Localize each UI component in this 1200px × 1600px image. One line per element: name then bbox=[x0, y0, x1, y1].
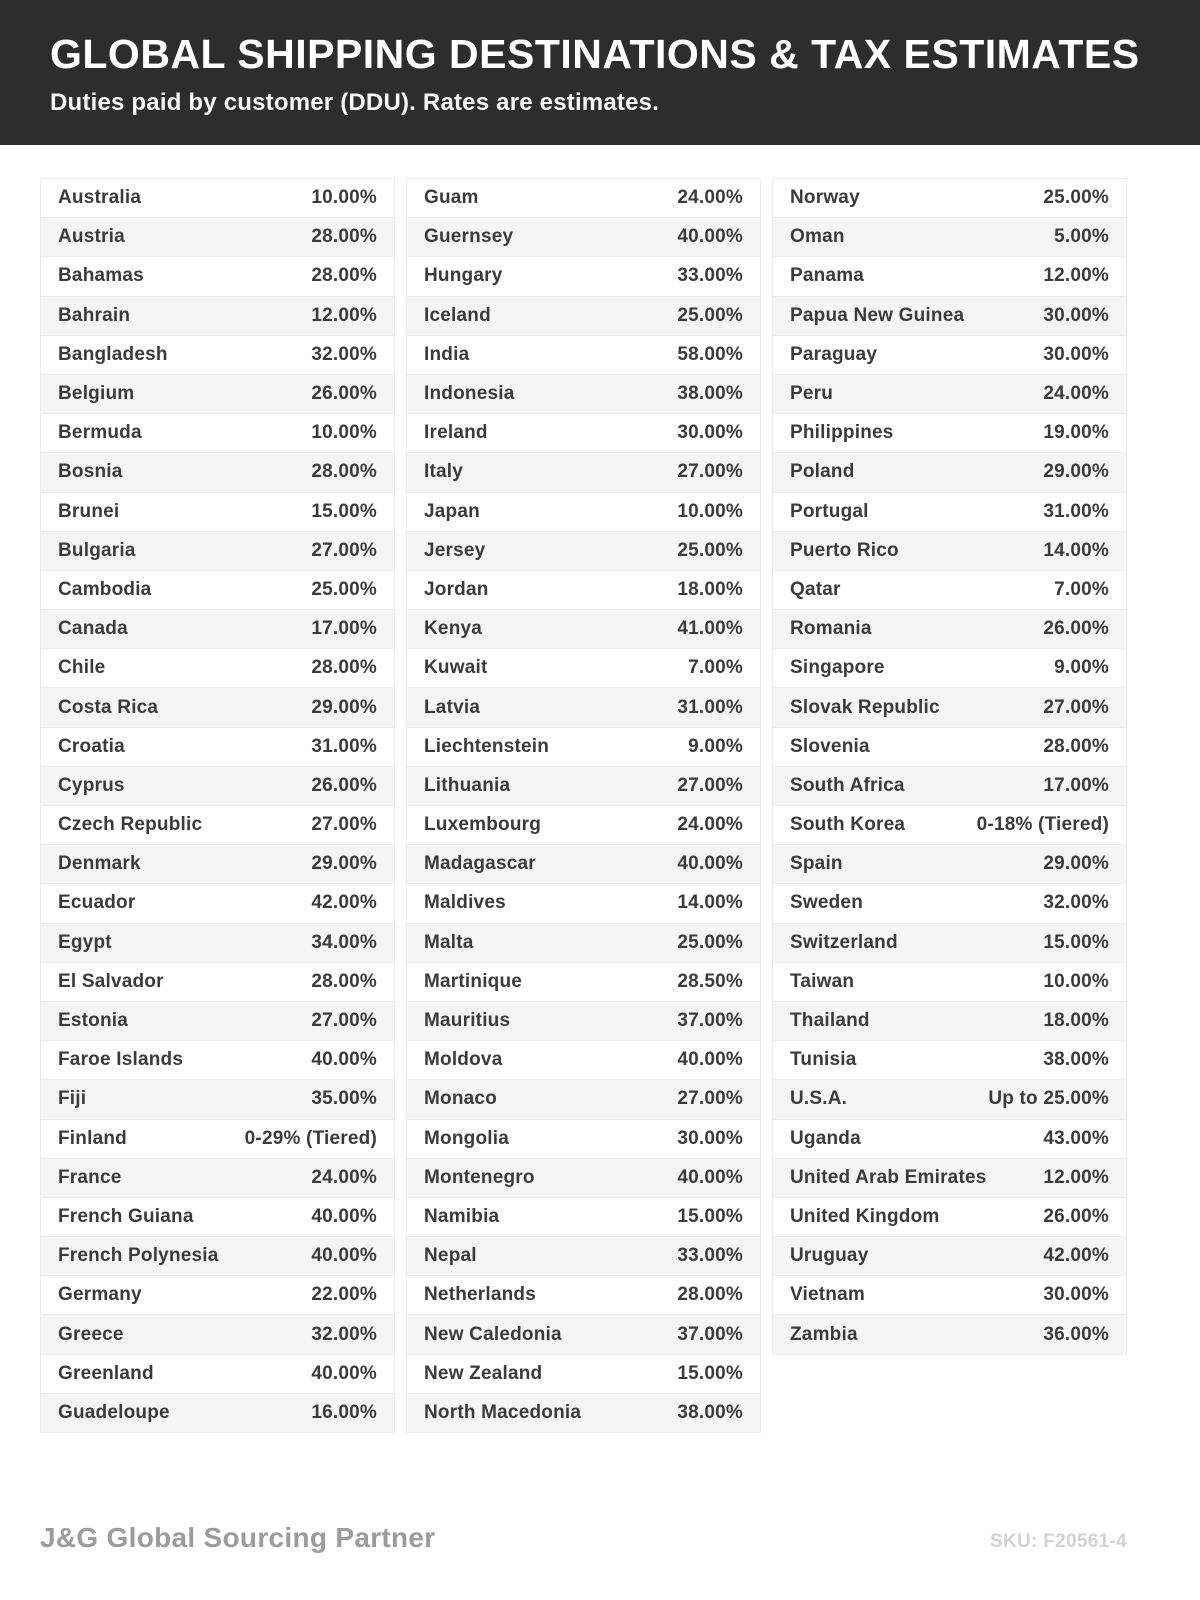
table-row bbox=[773, 1120, 1126, 1159]
tax-rate: 41.00% bbox=[677, 618, 743, 640]
tax-rate: 14.00% bbox=[677, 892, 743, 914]
table-row bbox=[407, 884, 760, 923]
table-row bbox=[773, 1198, 1126, 1237]
table-row bbox=[407, 1315, 760, 1354]
country-name: Belgium bbox=[58, 383, 135, 405]
table-row bbox=[407, 218, 760, 257]
country-name: Cyprus bbox=[58, 774, 125, 796]
table-row bbox=[41, 375, 394, 414]
tax-rate: 32.00% bbox=[1043, 892, 1109, 914]
country-name: Vietnam bbox=[790, 1284, 865, 1306]
country-name: Faroe Islands bbox=[58, 1049, 184, 1071]
table-row bbox=[407, 1355, 760, 1394]
table-row bbox=[41, 336, 394, 375]
table-row bbox=[41, 806, 394, 845]
country-name: Bangladesh bbox=[58, 343, 168, 365]
country-name: New Zealand bbox=[424, 1362, 543, 1384]
table-row bbox=[41, 218, 394, 257]
tax-rate: 25.00% bbox=[311, 578, 377, 600]
country-name: Czech Republic bbox=[58, 814, 203, 836]
tax-rate: 0-18% (Tiered) bbox=[976, 814, 1109, 836]
tax-rate: 10.00% bbox=[311, 187, 377, 209]
table-row bbox=[41, 1002, 394, 1041]
country-name: Oman bbox=[790, 226, 845, 248]
country-name: Kenya bbox=[424, 618, 483, 640]
table-row bbox=[773, 610, 1126, 649]
tax-rate: 27.00% bbox=[311, 1010, 377, 1032]
country-name: Greenland bbox=[58, 1362, 154, 1384]
tax-rate: 16.00% bbox=[311, 1401, 377, 1423]
country-name: Kuwait bbox=[424, 657, 488, 679]
tax-rate: 36.00% bbox=[1043, 1323, 1109, 1345]
country-name: Fiji bbox=[58, 1088, 87, 1110]
country-name: Finland bbox=[58, 1127, 127, 1149]
table-row bbox=[41, 1159, 394, 1198]
table-row bbox=[407, 375, 760, 414]
tax-rate: 38.00% bbox=[677, 383, 743, 405]
country-name: Australia bbox=[58, 187, 142, 209]
table-row bbox=[407, 493, 760, 532]
tax-rate: 33.00% bbox=[677, 265, 743, 287]
page-header bbox=[0, 0, 1200, 145]
tax-rate: 5.00% bbox=[1054, 226, 1109, 248]
table-row bbox=[41, 493, 394, 532]
country-name: Spain bbox=[790, 853, 843, 875]
country-name: Poland bbox=[790, 461, 855, 483]
country-name: Thailand bbox=[790, 1010, 870, 1032]
table-row bbox=[407, 610, 760, 649]
tax-rate: 29.00% bbox=[1043, 461, 1109, 483]
country-name: Slovak Republic bbox=[790, 696, 940, 718]
tax-rate: 31.00% bbox=[1043, 500, 1109, 522]
tax-rate: 28.00% bbox=[311, 265, 377, 287]
tax-rate: 18.00% bbox=[1043, 1010, 1109, 1032]
table-row bbox=[407, 179, 760, 218]
tax-rate: 27.00% bbox=[677, 1088, 743, 1110]
table-row bbox=[41, 1041, 394, 1080]
tax-rate: 43.00% bbox=[1043, 1127, 1109, 1149]
table-row bbox=[407, 728, 760, 767]
tax-rate: 0-29% (Tiered) bbox=[244, 1127, 377, 1149]
country-name: Austria bbox=[58, 226, 125, 248]
country-name: Madagascar bbox=[424, 853, 536, 875]
tax-rate: 40.00% bbox=[311, 1205, 377, 1227]
table-row bbox=[407, 1041, 760, 1080]
table-row bbox=[773, 1080, 1126, 1119]
table-row bbox=[41, 453, 394, 492]
table-row bbox=[407, 1237, 760, 1276]
country-name: Lithuania bbox=[424, 774, 511, 796]
tax-rate: 40.00% bbox=[311, 1245, 377, 1267]
country-name: Japan bbox=[424, 500, 480, 522]
table-row bbox=[773, 375, 1126, 414]
tax-rate: 25.00% bbox=[677, 931, 743, 953]
rate-column-2 bbox=[406, 178, 761, 1433]
country-name: Mauritius bbox=[424, 1010, 511, 1032]
tax-rate: 40.00% bbox=[311, 1049, 377, 1071]
country-name: New Caledonia bbox=[424, 1323, 562, 1345]
tax-rate: 24.00% bbox=[677, 814, 743, 836]
tax-rate: Up to 25.00% bbox=[988, 1088, 1109, 1110]
country-name: Qatar bbox=[790, 578, 841, 600]
table-row bbox=[773, 649, 1126, 688]
country-name: South Korea bbox=[790, 814, 906, 836]
tax-rate: 14.00% bbox=[1043, 539, 1109, 561]
table-row bbox=[773, 767, 1126, 806]
country-name: Guernsey bbox=[424, 226, 514, 248]
tax-rate: 7.00% bbox=[1054, 578, 1109, 600]
country-name: Malta bbox=[424, 931, 474, 953]
country-name: Taiwan bbox=[790, 970, 855, 992]
country-name: Monaco bbox=[424, 1088, 497, 1110]
table-row bbox=[41, 297, 394, 336]
tax-rate: 30.00% bbox=[1043, 1284, 1109, 1306]
tax-rate: 25.00% bbox=[677, 304, 743, 326]
tax-rate: 58.00% bbox=[677, 343, 743, 365]
tax-rate: 7.00% bbox=[688, 657, 743, 679]
tax-rate: 10.00% bbox=[311, 422, 377, 444]
table-row bbox=[407, 257, 760, 296]
table-row bbox=[773, 845, 1126, 884]
tax-rate: 18.00% bbox=[677, 578, 743, 600]
tax-rate: 9.00% bbox=[1054, 657, 1109, 679]
tax-rate: 42.00% bbox=[311, 892, 377, 914]
table-row bbox=[773, 1002, 1126, 1041]
country-name: France bbox=[58, 1166, 122, 1188]
page-subtitle: Duties paid by customer (DDU). Rates are estimates. bbox=[50, 89, 660, 117]
table-row bbox=[407, 1002, 760, 1041]
table-row bbox=[773, 688, 1126, 727]
footer-brand: J&G Global Sourcing Partner bbox=[40, 1522, 436, 1553]
tax-rate: 38.00% bbox=[677, 1401, 743, 1423]
tax-rate: 15.00% bbox=[1043, 931, 1109, 953]
country-name: Papua New Guinea bbox=[790, 304, 965, 326]
tax-rate: 24.00% bbox=[1043, 383, 1109, 405]
tax-rate: 30.00% bbox=[1043, 304, 1109, 326]
table-row bbox=[41, 1080, 394, 1119]
country-name: Cambodia bbox=[58, 578, 152, 600]
tax-rate: 27.00% bbox=[311, 539, 377, 561]
tax-rate: 35.00% bbox=[311, 1088, 377, 1110]
table-row bbox=[407, 336, 760, 375]
table-row bbox=[41, 414, 394, 453]
tax-rate: 24.00% bbox=[677, 187, 743, 209]
country-name: Uganda bbox=[790, 1127, 861, 1149]
country-name: Bahrain bbox=[58, 304, 131, 326]
table-row bbox=[773, 414, 1126, 453]
country-name: Croatia bbox=[58, 735, 125, 757]
table-row bbox=[41, 1394, 394, 1433]
table-row bbox=[407, 453, 760, 492]
country-name: Indonesia bbox=[424, 383, 515, 405]
country-name: United Kingdom bbox=[790, 1205, 940, 1227]
tax-rate: 29.00% bbox=[311, 696, 377, 718]
table-row bbox=[41, 1237, 394, 1276]
country-name: Mongolia bbox=[424, 1127, 509, 1149]
table-row bbox=[407, 963, 760, 1002]
country-name: Sweden bbox=[790, 892, 863, 914]
tax-rate: 37.00% bbox=[677, 1323, 743, 1345]
country-name: Romania bbox=[790, 618, 872, 640]
tax-rate: 40.00% bbox=[677, 1166, 743, 1188]
table-row bbox=[773, 179, 1126, 218]
country-name: Netherlands bbox=[424, 1284, 537, 1306]
country-name: Ecuador bbox=[58, 892, 136, 914]
country-name: Zambia bbox=[790, 1323, 858, 1345]
table-row bbox=[41, 1355, 394, 1394]
country-name: United Arab Emirates bbox=[790, 1166, 987, 1188]
country-name: Bosnia bbox=[58, 461, 123, 483]
tax-rate: 38.00% bbox=[1043, 1049, 1109, 1071]
tax-rate: 27.00% bbox=[677, 461, 743, 483]
page-footer bbox=[40, 1522, 1127, 1554]
tax-rate: 40.00% bbox=[677, 853, 743, 875]
country-name: Nepal bbox=[424, 1245, 477, 1267]
tax-rate: 40.00% bbox=[677, 226, 743, 248]
table-row bbox=[407, 1198, 760, 1237]
country-name: Panama bbox=[790, 265, 865, 287]
country-name: Jersey bbox=[424, 539, 486, 561]
tax-rate: 28.00% bbox=[311, 970, 377, 992]
tax-rate: 12.00% bbox=[311, 304, 377, 326]
table-row bbox=[773, 806, 1126, 845]
tax-rate: 28.00% bbox=[311, 657, 377, 679]
country-name: Namibia bbox=[424, 1205, 500, 1227]
country-name: Ireland bbox=[424, 422, 488, 444]
tax-rate: 31.00% bbox=[677, 696, 743, 718]
country-name: Hungary bbox=[424, 265, 503, 287]
table-row bbox=[773, 1159, 1126, 1198]
table-row bbox=[407, 571, 760, 610]
country-name: Italy bbox=[424, 461, 464, 483]
table-row bbox=[407, 649, 760, 688]
page-title: GLOBAL SHIPPING DESTINATIONS & TAX ESTIMATES bbox=[50, 31, 1140, 77]
table-row bbox=[407, 1120, 760, 1159]
country-name: India bbox=[424, 343, 470, 365]
tax-rate: 28.00% bbox=[311, 461, 377, 483]
country-name: Chile bbox=[58, 657, 106, 679]
table-row bbox=[41, 571, 394, 610]
tax-rate: 15.00% bbox=[677, 1205, 743, 1227]
tax-rate: 27.00% bbox=[311, 814, 377, 836]
table-row bbox=[41, 728, 394, 767]
tax-rate: 33.00% bbox=[677, 1245, 743, 1267]
country-name: El Salvador bbox=[58, 970, 164, 992]
country-name: Singapore bbox=[790, 657, 885, 679]
tax-rate: 15.00% bbox=[677, 1362, 743, 1384]
table-row bbox=[773, 336, 1126, 375]
country-name: French Guiana bbox=[58, 1205, 194, 1227]
table-row bbox=[41, 257, 394, 296]
footer-sku: SKU: F20561-4 bbox=[990, 1531, 1127, 1552]
tax-rate: 19.00% bbox=[1043, 422, 1109, 444]
tax-rate: 10.00% bbox=[677, 500, 743, 522]
tax-rate: 28.00% bbox=[1043, 735, 1109, 757]
country-name: South Africa bbox=[790, 774, 905, 796]
table-row bbox=[773, 1041, 1126, 1080]
country-name: Switzerland bbox=[790, 931, 898, 953]
country-name: Latvia bbox=[424, 696, 481, 718]
tax-rate: 28.00% bbox=[677, 1284, 743, 1306]
table-row bbox=[773, 1237, 1126, 1276]
table-row bbox=[773, 884, 1126, 923]
country-name: Bermuda bbox=[58, 422, 142, 444]
tax-rate: 12.00% bbox=[1043, 1166, 1109, 1188]
country-name: Philippines bbox=[790, 422, 894, 444]
tax-rate: 31.00% bbox=[311, 735, 377, 757]
country-name: French Polynesia bbox=[58, 1245, 219, 1267]
tax-rate: 29.00% bbox=[1043, 853, 1109, 875]
tax-rate: 27.00% bbox=[677, 774, 743, 796]
country-name: Slovenia bbox=[790, 735, 870, 757]
tax-rate: 10.00% bbox=[1043, 970, 1109, 992]
country-name: Costa Rica bbox=[58, 696, 159, 718]
tax-rate: 28.50% bbox=[677, 970, 743, 992]
table-row bbox=[41, 924, 394, 963]
rate-column-1 bbox=[40, 178, 395, 1433]
table-row bbox=[773, 571, 1126, 610]
table-row bbox=[773, 924, 1126, 963]
country-name: Estonia bbox=[58, 1010, 129, 1032]
table-row bbox=[41, 1315, 394, 1354]
tax-rate: 29.00% bbox=[311, 853, 377, 875]
table-row bbox=[41, 884, 394, 923]
tax-rate: 26.00% bbox=[311, 383, 377, 405]
table-row bbox=[41, 610, 394, 649]
tax-rate: 26.00% bbox=[311, 774, 377, 796]
country-name: Moldova bbox=[424, 1049, 503, 1071]
table-row bbox=[41, 1120, 394, 1159]
table-row bbox=[41, 688, 394, 727]
table-row bbox=[773, 493, 1126, 532]
table-row bbox=[41, 845, 394, 884]
tax-rate: 26.00% bbox=[1043, 1205, 1109, 1227]
table-row bbox=[41, 1198, 394, 1237]
tax-rate: 32.00% bbox=[311, 343, 377, 365]
country-name: Uruguay bbox=[790, 1245, 869, 1267]
country-name: Luxembourg bbox=[424, 814, 542, 836]
tax-rate: 22.00% bbox=[311, 1284, 377, 1306]
table-row bbox=[41, 767, 394, 806]
table-row bbox=[407, 1394, 760, 1433]
table-row bbox=[407, 1276, 760, 1315]
country-name: Portugal bbox=[790, 500, 869, 522]
table-row bbox=[407, 924, 760, 963]
country-name: Iceland bbox=[424, 304, 491, 326]
country-name: Tunisia bbox=[790, 1049, 857, 1071]
table-row bbox=[773, 963, 1126, 1002]
table-row bbox=[773, 1315, 1126, 1354]
country-name: Jordan bbox=[424, 578, 489, 600]
country-name: Greece bbox=[58, 1323, 124, 1345]
table-row bbox=[773, 218, 1126, 257]
country-name: Guadeloupe bbox=[58, 1401, 170, 1423]
tax-rate: 9.00% bbox=[688, 735, 743, 757]
table-row bbox=[407, 806, 760, 845]
tax-rate: 30.00% bbox=[677, 422, 743, 444]
tax-rate: 32.00% bbox=[311, 1323, 377, 1345]
country-name: Peru bbox=[790, 383, 834, 405]
tax-rate: 42.00% bbox=[1043, 1245, 1109, 1267]
tax-rate: 37.00% bbox=[677, 1010, 743, 1032]
country-name: Guam bbox=[424, 187, 479, 209]
rates-table bbox=[40, 178, 1127, 1433]
tax-rate: 27.00% bbox=[1043, 696, 1109, 718]
table-row bbox=[773, 728, 1126, 767]
table-row bbox=[41, 179, 394, 218]
tax-rate: 24.00% bbox=[311, 1166, 377, 1188]
table-row bbox=[407, 297, 760, 336]
country-name: Bahamas bbox=[58, 265, 144, 287]
table-row bbox=[41, 963, 394, 1002]
table-row bbox=[41, 1276, 394, 1315]
table-row bbox=[407, 532, 760, 571]
tax-rate: 25.00% bbox=[1043, 187, 1109, 209]
country-name: Brunei bbox=[58, 500, 120, 522]
tax-rate: 25.00% bbox=[677, 539, 743, 561]
country-name: Maldives bbox=[424, 892, 506, 914]
rate-column-3 bbox=[772, 178, 1127, 1355]
country-name: Egypt bbox=[58, 931, 112, 953]
tax-rate: 26.00% bbox=[1043, 618, 1109, 640]
country-name: U.S.A. bbox=[790, 1088, 848, 1110]
tax-rate: 17.00% bbox=[1043, 774, 1109, 796]
table-row bbox=[407, 688, 760, 727]
table-row bbox=[407, 1080, 760, 1119]
tax-rate: 34.00% bbox=[311, 931, 377, 953]
table-row bbox=[407, 1159, 760, 1198]
table-row bbox=[773, 1276, 1126, 1315]
country-name: Denmark bbox=[58, 853, 141, 875]
tax-rate: 40.00% bbox=[677, 1049, 743, 1071]
tax-rate: 15.00% bbox=[311, 500, 377, 522]
table-row bbox=[41, 649, 394, 688]
tax-rate: 12.00% bbox=[1043, 265, 1109, 287]
country-name: Norway bbox=[790, 187, 860, 209]
country-name: Canada bbox=[58, 618, 128, 640]
tax-rate: 30.00% bbox=[677, 1127, 743, 1149]
tax-rate: 28.00% bbox=[311, 226, 377, 248]
country-name: Bulgaria bbox=[58, 539, 136, 561]
country-name: Montenegro bbox=[424, 1166, 535, 1188]
country-name: Germany bbox=[58, 1284, 142, 1306]
tax-rate: 17.00% bbox=[311, 618, 377, 640]
country-name: Puerto Rico bbox=[790, 539, 899, 561]
tax-rate: 30.00% bbox=[1043, 343, 1109, 365]
table-row bbox=[407, 845, 760, 884]
country-name: Paraguay bbox=[790, 343, 878, 365]
table-row bbox=[773, 257, 1126, 296]
table-row bbox=[407, 414, 760, 453]
table-row bbox=[773, 297, 1126, 336]
table-row bbox=[41, 532, 394, 571]
table-row bbox=[407, 767, 760, 806]
table-row bbox=[773, 532, 1126, 571]
table-row bbox=[773, 453, 1126, 492]
country-name: North Macedonia bbox=[424, 1401, 582, 1423]
country-name: Liechtenstein bbox=[424, 735, 550, 757]
country-name: Martinique bbox=[424, 970, 523, 992]
tax-rate: 40.00% bbox=[311, 1362, 377, 1384]
